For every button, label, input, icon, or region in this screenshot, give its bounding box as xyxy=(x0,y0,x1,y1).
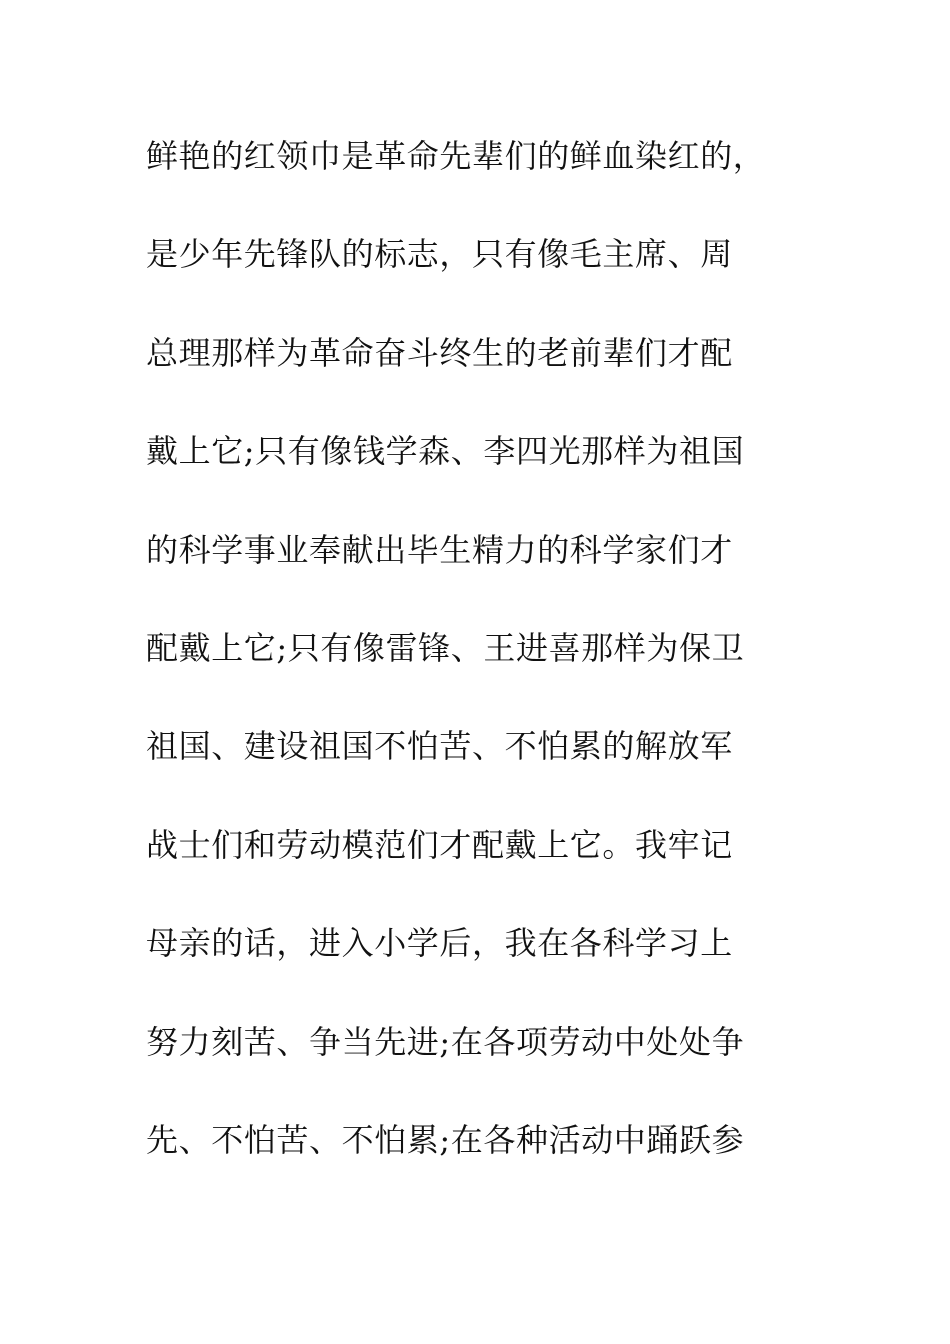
text-line-9: 母亲的话，进入小学后，我在各科学习上 xyxy=(146,924,733,963)
text-line-6: 配戴上它;只有像雷锋、王进喜那样为保卫 xyxy=(146,628,745,667)
body-text xyxy=(146,128,826,1210)
text-line-11: 先、不怕苦、不怕累;在各种活动中踊跃参 xyxy=(146,1120,745,1159)
text-line-10: 努力刻苦、争当先进;在各项劳动中处处争 xyxy=(146,1022,745,1061)
text-line-1: 鲜艳的红领巾是革命先辈们的鲜血染红的， xyxy=(146,137,766,175)
text-line-4: 戴上它;只有像钱学森、李四光那样为祖国 xyxy=(146,432,745,471)
text-line-3: 总理那样为革命奋斗终生的老前辈们才配 xyxy=(146,333,733,372)
text-line-5: 的科学事业奉献出毕生精力的科学家们才 xyxy=(146,530,733,569)
text-line-8: 战士们和劳动模范们才配戴上它。我牢记 xyxy=(146,825,733,864)
text-line-7: 祖国、建设祖国不怕苦、不怕累的解放军 xyxy=(146,727,733,766)
text-line-2: 是少年先锋队的标志，只有像毛主席、周 xyxy=(146,235,733,274)
